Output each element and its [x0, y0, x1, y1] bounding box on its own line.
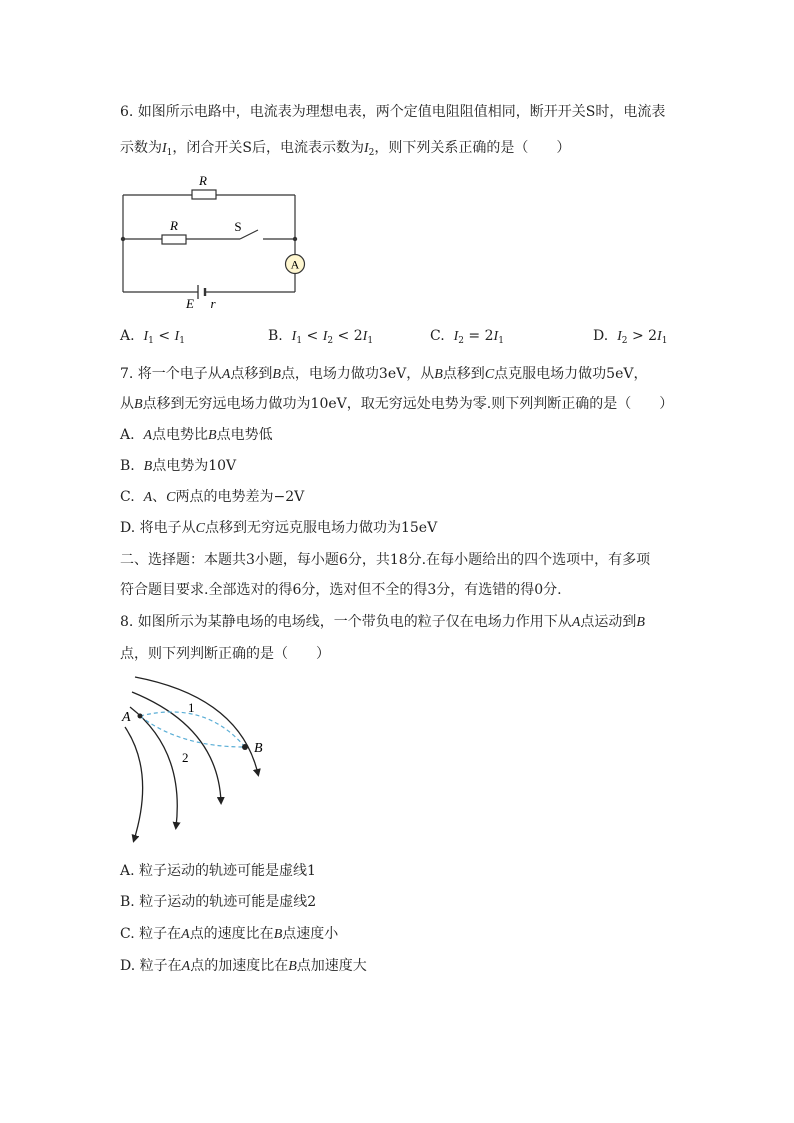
- q8-option-b[interactable]: B. 粒子运动的轨迹可能是虚线2: [120, 894, 317, 910]
- q8-option-c[interactable]: C. 粒子在A点的速度比在B点速度小: [120, 926, 339, 942]
- q6-option-a[interactable]: A. $I_1 < I_1$: [120, 328, 185, 346]
- section2-heading-line2: 符合题目要求.全部选对的得6分，选对但不全的得3分，有选错的得0分.: [120, 582, 562, 598]
- field-line-4: [125, 727, 143, 840]
- q6-stem-line2: 示数为$I_1$，闭合开关S后，电流表示数为$I_2$，则下列关系正确的是（ ）: [120, 140, 571, 158]
- label-path-2: 2: [182, 750, 189, 765]
- q8-option-d[interactable]: D. 粒子在A点的加速度比在B点加速度大: [120, 958, 367, 974]
- point-a: [138, 714, 143, 719]
- section2-heading-line1: 二、选择题：本题共3小题，每小题6分，共18分.在每小题给出的四个选项中，有多项: [120, 552, 651, 568]
- resistor-top: [192, 190, 216, 199]
- label-internal-r: r: [210, 296, 216, 310]
- q7-stem-line1: 7. 将一个电子从A点移到B点，电场力做功3eV，从B点移到C点克服电场力做功5eV，: [120, 366, 648, 382]
- q8-stem-line1: 8. 如图所示为某静电场的电场线，一个带负电的粒子仅在电场力作用下从A点运动到B: [120, 614, 645, 630]
- point-b: [242, 744, 248, 750]
- resistor-middle: [162, 235, 186, 244]
- q6-option-b[interactable]: B. $I_1 < I_2 < 2I_1$: [268, 328, 374, 346]
- ammeter-label: A: [290, 257, 300, 272]
- q8-stem-line2: 点，则下列判断正确的是（ ）: [120, 646, 330, 662]
- label-path-1: 1: [188, 700, 195, 715]
- label-point-a: A: [122, 710, 131, 725]
- q6-stem-line1: 6. 如图所示电路中，电流表为理想电表，两个定值电阻阻值相同，断开开关S时，电流表: [120, 104, 666, 120]
- q7-option-d[interactable]: D. 将电子从C点移到无穷远克服电场力做功为15eV: [120, 520, 438, 536]
- q8-option-a[interactable]: A. 粒子运动的轨迹可能是虚线1: [120, 863, 316, 879]
- q8-field-lines-diagram: [110, 672, 290, 847]
- q7-stem-line2: 从B点移到无穷远电场力做功为10eV，取无穷远处电势为零.则下列判断正确的是（ ）: [120, 396, 674, 412]
- q6-circuit-diagram: [110, 170, 310, 310]
- label-point-b: B: [254, 741, 263, 756]
- label-emf: E: [186, 296, 194, 310]
- q7-option-c[interactable]: C. A、C两点的电势差为−2V: [120, 489, 305, 505]
- q7-option-b[interactable]: B. B点电势为10V: [120, 458, 237, 474]
- q6-option-c[interactable]: C. $I_2 = 2I_1$: [430, 328, 504, 346]
- label-r-top: R: [199, 173, 207, 188]
- q6-option-d[interactable]: D. $I_2 > 2I_1$: [593, 328, 668, 346]
- trajectory-1: [140, 712, 245, 747]
- label-switch: S: [234, 219, 242, 234]
- label-r-middle: R: [170, 218, 178, 233]
- q7-option-a[interactable]: A. A点电势比B点电势低: [120, 427, 273, 443]
